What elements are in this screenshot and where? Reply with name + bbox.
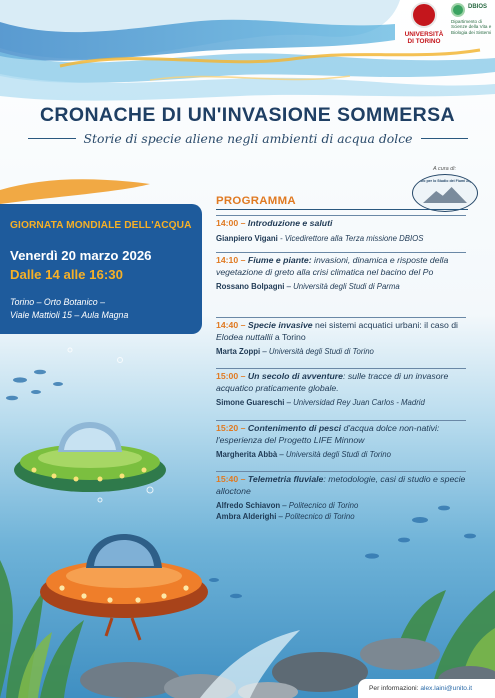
university-logo-text: UNIVERSITÀ DI TORINO [404, 31, 444, 45]
talk-rest: : sulle tracce di un invasore acquatico praticamente globale. [216, 371, 449, 393]
talk-title: Telemetria fluviale [247, 474, 324, 484]
talk-time: 15:20 [216, 423, 239, 433]
speaker-name: Simone Guareschi [216, 398, 285, 408]
event-place [10, 296, 128, 322]
speaker-name: Marta Zoppi [216, 347, 261, 357]
programme-heading: PROGRAMMA [216, 195, 296, 207]
poster-subtitle: Storie di specie aliene negli ambienti di acqua dolce [83, 131, 413, 146]
talk-separator [216, 252, 466, 253]
speaker-affiliation: – Universidad Rey Juan Carlos - Madrid [284, 398, 425, 408]
talk-5 [216, 423, 472, 461]
speaker-name: Alfredo Schiavon [216, 501, 281, 511]
talk-dash: – [238, 474, 248, 484]
talk-time: 15:00 [216, 371, 239, 381]
talk-dash: – [238, 371, 248, 381]
talk-separator [216, 317, 466, 318]
talk-time: 14:00 [216, 218, 239, 228]
talk-dash: – [238, 255, 248, 265]
curated-by [388, 166, 488, 212]
subtitle-row [28, 131, 468, 146]
talk-1 [216, 218, 472, 244]
talk-dash: – [238, 320, 248, 330]
event-place-line2: Viale Mattioli 15 – Aula Magna [10, 310, 129, 320]
event-info-panel [0, 204, 202, 334]
talk-3 [216, 320, 472, 358]
speaker-affiliation: – Università degli Studi di Torino [277, 450, 391, 460]
event-place-line1: Torino – Orto Botanico – [10, 297, 106, 307]
speaker-name: Margherita Abbà [216, 450, 278, 460]
event-day-name: GIORNATA MONDIALE DELL'ACQUA [10, 220, 192, 231]
talk-title: Introduzione e saluti [247, 218, 333, 228]
mountain-icon [423, 187, 467, 203]
speaker-affiliation: – Università degli Studi di Parma [284, 282, 400, 292]
speaker-affiliation: - Vicedirettore alla Terza missione DBIOS [277, 233, 424, 243]
talk-separator [216, 471, 466, 472]
talk-separator [216, 368, 466, 369]
contact-email-link[interactable]: alex.laini@unito.it [420, 685, 473, 692]
talk-rest: invasioni, dinamica e risposte della vegetazione di greto alla crisi climatica nel bacino del Po [216, 255, 449, 277]
department-logo [451, 3, 495, 35]
talk-time: 14:10 [216, 255, 239, 265]
talk-rest-end: a Torino [272, 331, 306, 342]
talk-title: Fiume e piante: [247, 255, 312, 265]
event-date: Venerdì 20 marzo 2026 [10, 248, 152, 263]
speaker-name: Ambra Alderighi [216, 511, 277, 521]
department-mark-icon [451, 3, 465, 17]
talk-title: Un secolo di avventure [247, 371, 344, 381]
talk-time: 14:40 [216, 320, 239, 330]
poster-title: CRONACHE DI UN'INVASIONE SOMMERSA [39, 104, 456, 126]
speaker-affiliation: – Politecnico di Torino [280, 501, 359, 511]
subtitle-rule-left [28, 138, 76, 139]
talk-rest: nei sistemi acquatici urbani: il caso di [312, 320, 458, 330]
speaker-affiliation: – Università degli Studi di Torino [260, 347, 374, 357]
talk-2 [216, 255, 472, 293]
talk-4 [216, 371, 472, 409]
talk-rest: : metodologie, casi di studio e specie alloctone [216, 474, 466, 496]
talk-dash: – [238, 218, 248, 228]
talk-dash: – [238, 423, 248, 433]
curated-by-label: A cura di: [432, 166, 456, 172]
department-logo-name: DBIOS [468, 4, 488, 10]
talk-6 [216, 474, 472, 522]
curator-logo-text: Centro per lo Studio dei Fiumi Alpini [413, 179, 477, 183]
talk-title: Specie invasive [247, 320, 313, 330]
talk-separator [216, 215, 466, 216]
curator-logo [412, 174, 478, 212]
speaker-affiliation: – Politecnico di Torino [276, 511, 355, 521]
talk-separator [216, 420, 466, 421]
speaker-name: Rossano Bolpagni [216, 282, 285, 292]
university-logo [402, 2, 446, 45]
contact-label: Per informazioni: [369, 685, 419, 692]
speaker-name: Gianpiero Vigani [216, 233, 278, 243]
contact-info [358, 679, 495, 698]
talk-rest: d'acqua dolce non-nativi: l'esperienza del Progetto LIFE Minnow [216, 423, 440, 445]
event-time: Dalle 14 alle 16:30 [10, 267, 123, 282]
subtitle-rule-right [421, 138, 469, 139]
talk-time: 15:40 [216, 474, 239, 484]
programme-rule [216, 209, 468, 210]
university-seal-icon [411, 2, 437, 28]
talk-title: Contenimento di pesci [247, 423, 342, 433]
talk-species: Elodea nuttallii [216, 331, 273, 342]
department-logo-text: Dipartimento di Scienze della Vita e Biologia dei Sistemi [451, 19, 492, 35]
